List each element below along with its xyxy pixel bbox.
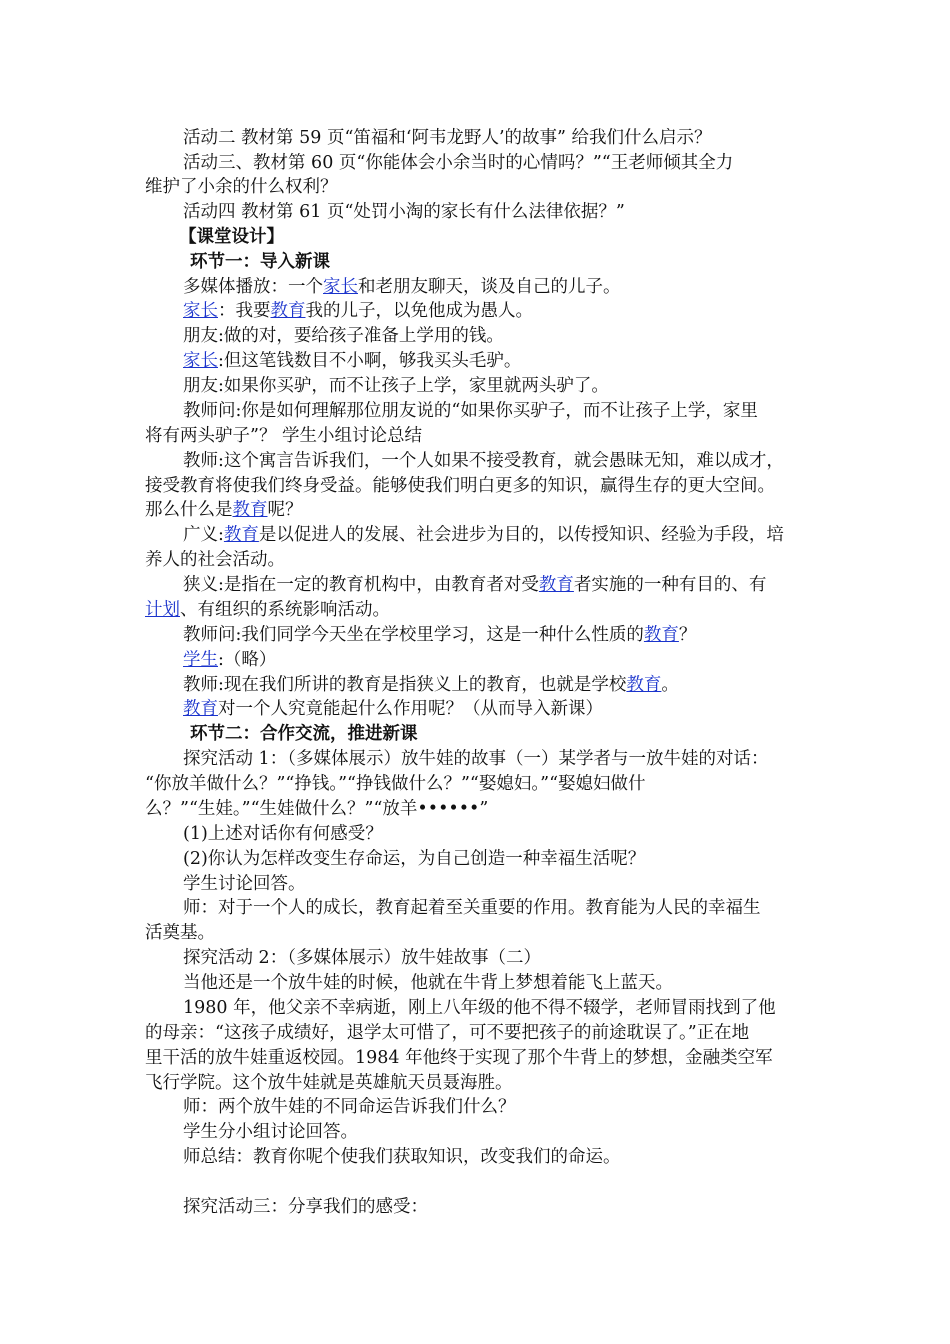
link-parent[interactable]: 家长 bbox=[323, 277, 358, 297]
story-line: 1980 年，他父亲不幸病逝，刚上八年级的他不得不辍学，老师冒雨找到了他 bbox=[183, 998, 776, 1018]
question-2-line: (2)你认为怎样改变生存命运，为自己创造一种幸福生活呢？ bbox=[183, 849, 646, 869]
dialogue-friend-line: 朋友:做的对，要给孩子准备上学用的钱。 bbox=[183, 326, 504, 346]
dialogue-quote-line-cont: 么？”“生娃。”“生娃做什么？”“放羊••••••” bbox=[145, 799, 489, 819]
inquiry-1-line: 探究活动 1：（多媒体展示）放牛娃的故事（一）某学者与一放牛娃的对话： bbox=[183, 749, 769, 769]
teacher-question-line: 教师问:我们同学今天坐在学校里学习，这是一种什么性质的教育？ bbox=[183, 625, 697, 645]
link-education[interactable]: 教育 bbox=[538, 575, 574, 595]
link-education[interactable]: 教育 bbox=[232, 500, 268, 520]
inquiry-3-line: 探究活动三：分享我们的感受： bbox=[183, 1197, 428, 1217]
broad-definition-line: 广义:教育是以促进人的发展、社会进步为目的，以传授知识、经验为手段，培 bbox=[183, 525, 784, 545]
link-education[interactable]: 教育 bbox=[643, 625, 679, 645]
teacher-explanation-line: 教师:这个寓言告诉我们，一个人如果不接受教育，就会愚昧无知，难以成才， bbox=[183, 451, 784, 471]
student-discussion-line: 学生讨论回答。 bbox=[183, 874, 306, 894]
dialogue-quote-line: “你放羊做什么？”“挣钱。”“挣钱做什么？”“娶媳妇。”“娶媳妇做什 bbox=[145, 774, 646, 794]
activity-3-line-cont: 维护了小余的什么权利？ bbox=[145, 177, 338, 197]
teacher-question-line: 教师问:你是如何理解那位朋友说的“如果你买驴子，而不让孩子上学，家里 bbox=[183, 401, 758, 421]
lead-in-question-line: 教育对一个人究竟能起什么作用呢？（从而导入新课） bbox=[183, 699, 603, 719]
student-discussion-line: 学生分小组讨论回答。 bbox=[183, 1122, 358, 1142]
link-plan[interactable]: 计划 bbox=[145, 600, 180, 620]
link-parent[interactable]: 家长 bbox=[183, 351, 218, 371]
dialogue-parent-line: 家长:但这笔钱数目不小啊，够我买头毛驴。 bbox=[183, 351, 522, 371]
teacher-statement-line: 教师:现在我们所讲的教育是指狭义上的教育，也就是学校教育。 bbox=[183, 675, 679, 695]
link-student[interactable]: 学生 bbox=[183, 650, 218, 670]
teacher-question-line: 师：两个放牛娃的不同命运告诉我们什么？ bbox=[183, 1097, 516, 1117]
link-parent[interactable]: 家长 bbox=[183, 301, 218, 321]
activity-3-line: 活动三、教材第 60 页“你能体会小余当时的心情吗？”“王老师倾其全力 bbox=[183, 153, 734, 173]
student-answer-line: 学生:（略） bbox=[183, 650, 277, 670]
section-heading-part-one: 环节一：导入新课 bbox=[190, 252, 330, 272]
story-line: 当他还是一个放牛娃的时候，他就在牛背上梦想着能飞上蓝天。 bbox=[183, 973, 673, 993]
narrow-definition-line-cont: 计划、有组织的系统影响活动。 bbox=[145, 600, 390, 620]
teacher-summary-line-cont: 活奠基。 bbox=[145, 923, 215, 943]
dialogue-intro-line: 多媒体播放：一个家长和老朋友聊天，谈及自己的儿子。 bbox=[183, 277, 621, 297]
link-education[interactable]: 教育 bbox=[626, 675, 662, 695]
section-heading-part-two: 环节二：合作交流，推进新课 bbox=[190, 724, 418, 744]
narrow-definition-line: 狭义:是指在一定的教育机构中，由教育者对受教育者实施的一种有目的、有 bbox=[183, 575, 767, 595]
story-line-cont: 里干活的放牛娃重返校园。1984 年他终于实现了那个牛背上的梦想，金融类空军 bbox=[145, 1048, 773, 1068]
teacher-conclusion-line: 师总结：教育你呢个使我们获取知识，改变我们的命运。 bbox=[183, 1147, 621, 1167]
inquiry-2-line: 探究活动 2：（多媒体展示）放牛娃故事（二） bbox=[183, 948, 541, 968]
question-1-line: (1)上述对话你有何感受？ bbox=[183, 824, 383, 844]
activity-2-line: 活动二 教材第 59 页“笛福和‘阿韦龙野人’的故事” 给我们什么启示？ bbox=[183, 128, 712, 148]
section-heading-classroom-design: 【课堂设计】 bbox=[179, 227, 284, 247]
broad-definition-line-cont: 养人的社会活动。 bbox=[145, 550, 285, 570]
teacher-question-line-cont: 将有两头驴子”？ 学生小组讨论总结 bbox=[145, 426, 423, 446]
dialogue-friend-line: 朋友:如果你买驴，而不让孩子上学，家里就两头驴了。 bbox=[183, 376, 609, 396]
link-education[interactable]: 教育 bbox=[270, 301, 306, 321]
education-question-line: 那么什么是教育呢？ bbox=[145, 500, 303, 520]
link-education[interactable]: 教育 bbox=[183, 699, 218, 719]
story-line-cont: 的母亲：“这孩子成绩好，退学太可惜了，可不要把孩子的前途耽误了。”正在地 bbox=[145, 1023, 750, 1043]
link-education[interactable]: 教育 bbox=[223, 525, 259, 545]
teacher-summary-line: 师：对于一个人的成长，教育起着至关重要的作用。教育能为人民的幸福生 bbox=[183, 898, 761, 918]
story-line-cont: 飞行学院。这个放牛娃就是英雄航天员聂海胜。 bbox=[145, 1073, 513, 1093]
activity-4-line: 活动四 教材第 61 页“处罚小淘的家长有什么法律依据？” bbox=[183, 202, 625, 222]
teacher-explanation-line-cont: 接受教育将使我们终身受益。能够使我们明白更多的知识，赢得生存的更大空间。 bbox=[145, 476, 775, 496]
dialogue-parent-line: 家长：我要教育我的儿子，以免他成为愚人。 bbox=[183, 301, 533, 321]
